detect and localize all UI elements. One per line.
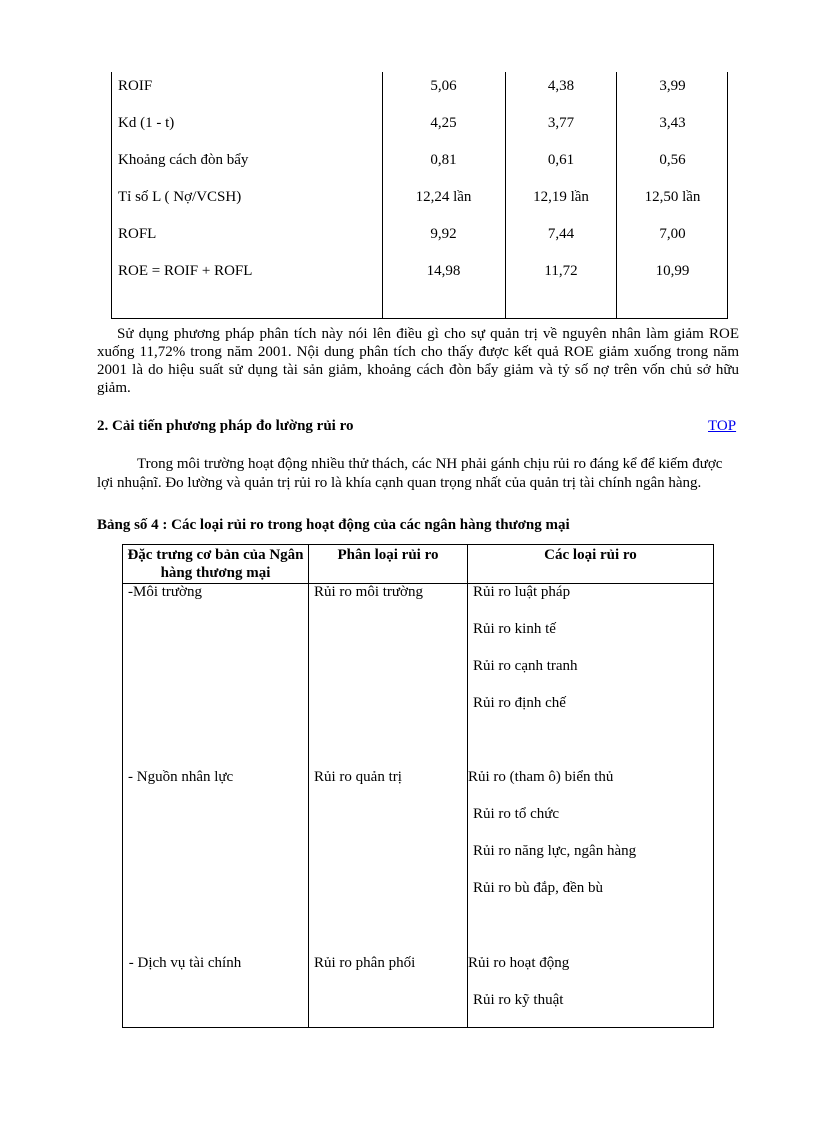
risk-types-table <box>122 544 714 1028</box>
column-header: Các loại rủi ro <box>544 547 637 563</box>
feature-cell: - Dịch vụ tài chính <box>125 955 242 971</box>
category-cell: Rủi ro quản trị <box>314 769 402 785</box>
column-header: Phân loại rủi ro <box>337 547 439 563</box>
cell-value: 14,98 <box>426 263 461 279</box>
cell-value: 12,24 lần <box>415 189 472 205</box>
cell-value: 5,06 <box>430 78 457 94</box>
cell-value: 4,38 <box>547 78 575 94</box>
cell-value: 3,99 <box>659 78 686 94</box>
feature-cell: - Nguồn nhân lực <box>128 769 234 785</box>
risk-item: Rủi ro (tham ô) biển thủ <box>468 769 614 785</box>
category-cell: Rủi ro môi trường <box>314 584 423 600</box>
cell-value: 12,19 lần <box>533 189 589 205</box>
cell-value: 0,61 <box>547 152 575 168</box>
risk-item: Rủi ro tổ chức <box>473 806 560 822</box>
risk-item: Rủi ro năng lực, ngân hàng <box>473 843 637 859</box>
analysis-paragraph: Sử dụng phương pháp phân tích này nói lên điều gì cho sự quản trị về nguyên nhân làm giảm ROE xuống 11,72% trong năm 2001. Nội dung phân tích cho thấy được kết quả ROE giảm xuống trong năm 2001 là do hiệu suất sử dụng tài sản giảm, khoảng cách đòn bẩy giảm và tỷ số nợ trên vốn chủ sở hữu giảm. <box>97 326 739 396</box>
risk-item: Rủi ro luật pháp <box>473 584 571 600</box>
row-label: Kd (1 - t) <box>118 115 175 131</box>
table-caption: Bảng số 4 : Các loại rủi ro trong hoạt động của các ngân hàng thương mại <box>97 517 570 533</box>
cell-value: 0,81 <box>430 152 457 168</box>
table-row <box>112 76 728 102</box>
cell-value: 0,56 <box>659 152 686 168</box>
table-row <box>112 113 728 139</box>
cell-value: 9,92 <box>430 226 457 242</box>
risk-item: Rủi ro định chế <box>473 695 566 711</box>
row-label: ROIF <box>118 78 153 94</box>
cell-value: 12,50 lần <box>644 189 701 205</box>
table-row <box>112 187 728 213</box>
category-cell: Rủi ro phân phối <box>314 955 416 971</box>
risk-item: Rủi ro bù đắp, đền bù <box>473 880 603 896</box>
cell-value: 7,00 <box>659 226 686 242</box>
row-label: Tỉ số L ( Nợ/VCSH) <box>118 189 242 205</box>
feature-cell: -Môi trường <box>128 584 202 600</box>
row-label: Khoảng cách đòn bẩy <box>118 152 249 168</box>
column-header: Đặc trưng cơ bản của Ngân hàng thương mại <box>127 547 304 581</box>
cell-value: 7,44 <box>547 226 575 242</box>
cell-value: 4,25 <box>430 115 457 131</box>
column-divider <box>308 545 309 1027</box>
financial-ratio-table <box>111 72 728 319</box>
cell-value: 3,43 <box>659 115 686 131</box>
risk-item: Rủi ro kỹ thuật <box>473 992 564 1008</box>
risk-item: Rủi ro kinh tế <box>473 621 556 637</box>
cell-value: 3,77 <box>547 115 575 131</box>
table-row <box>112 150 728 176</box>
top-link[interactable]: TOP <box>708 418 737 434</box>
table-row <box>112 224 728 250</box>
row-label: ROE = ROIF + ROFL <box>118 263 253 279</box>
table-row <box>112 261 728 287</box>
section-heading: 2. Cải tiến phương pháp đo lường rủi ro <box>97 418 354 434</box>
cell-value: 10,99 <box>655 263 690 279</box>
cell-value: 11,72 <box>544 263 578 279</box>
risk-item: Rủi ro cạnh tranh <box>473 658 578 674</box>
row-label: ROFL <box>118 226 157 242</box>
risk-item: Rủi ro hoạt động <box>468 955 570 971</box>
intro-paragraph: Trong môi trường hoạt động nhiều thử thách, các NH phải gánh chịu rủi ro đáng kể để kiếm được lợi nhuậnĩ. Đo lường và quản trị rủi ro là khía cạnh quan trọng nhất của quản trị tài chính ngân hàng. <box>97 456 723 491</box>
